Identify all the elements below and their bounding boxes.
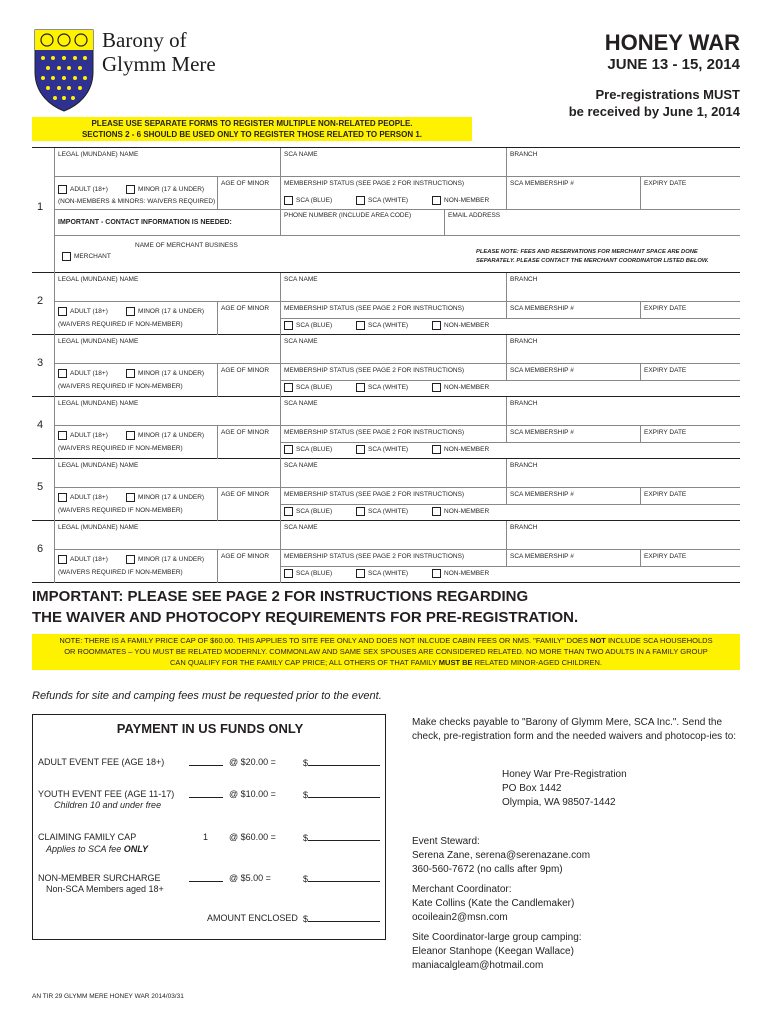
sca-blue-checkbox[interactable] bbox=[284, 196, 293, 205]
expiry-date-label: EXPIRY DATE bbox=[644, 491, 687, 498]
adult-label: ADULT (18+) bbox=[70, 556, 108, 564]
youth-total-field[interactable] bbox=[303, 789, 380, 801]
section-1 bbox=[32, 148, 740, 273]
merchant-label: MERCHANT bbox=[74, 253, 111, 261]
adult-option[interactable] bbox=[58, 369, 108, 378]
section-5 bbox=[32, 459, 740, 521]
minor-label: MINOR (17 & UNDER) bbox=[138, 494, 205, 502]
minor-option[interactable] bbox=[126, 369, 204, 378]
family-cap-price: @ $60.00 = bbox=[229, 832, 276, 842]
family-must-be: MUST BE bbox=[438, 658, 473, 667]
payment-title: PAYMENT IN US FUNDS ONLY bbox=[116, 721, 304, 736]
branch-label: BRANCH bbox=[510, 400, 538, 407]
non-member-option[interactable] bbox=[432, 507, 489, 516]
adult-checkbox[interactable] bbox=[58, 369, 67, 378]
expiry-date-label: EXPIRY DATE bbox=[644, 429, 687, 436]
barony-line-1: Barony of bbox=[102, 28, 187, 52]
phone-label: PHONE NUMBER (INCLUDE AREA CODE) bbox=[284, 212, 412, 219]
merchant-note-line-1: PLEASE NOTE: FEES AND RESERVATIONS FOR MERCHANT SPACE ARE DONE bbox=[476, 249, 698, 255]
branch-label: BRANCH bbox=[510, 338, 538, 345]
barony-shield-logo bbox=[33, 28, 95, 112]
mailing-address bbox=[502, 768, 627, 810]
membership-status-label: MEMBERSHIP STATUS (SEE PAGE 2 FOR INSTRUCTIONS) bbox=[284, 429, 465, 436]
membership-status-label: MEMBERSHIP STATUS (SEE PAGE 2 FOR INSTRUCTIONS) bbox=[284, 367, 465, 374]
family-line-1b: INCLUDE SCA HOUSEHOLDS bbox=[605, 636, 713, 645]
non-member-checkbox[interactable] bbox=[432, 321, 441, 330]
important-line-1: IMPORTANT: PLEASE SEE PAGE 2 FOR INSTRUCTIONS REGARDING bbox=[32, 588, 529, 605]
nonmember-price: @ $5.00 = bbox=[229, 873, 271, 883]
sca-blue-label: SCA (BLUE) bbox=[296, 446, 333, 454]
check-instructions: Make checks payable to "Barony of Glymm Mere, SCA Inc.". Send the check, pre-registration form and the needed waivers and photocop-ies to: bbox=[412, 717, 737, 742]
sca-white-option[interactable] bbox=[356, 569, 408, 578]
address-line-1: Honey War Pre-Registration bbox=[502, 769, 627, 780]
expiry-date-label: EXPIRY DATE bbox=[644, 305, 687, 312]
family-line-3 bbox=[32, 657, 740, 668]
family-line-2: OR ROOMMATES – YOU MUST BE RELATED MODERNLY. COMMONLAW AND SAME SEX SPOUSES ARE CONSIDERED RELATED. NO MORE THAN TWO ADULTS IN A FAMILY GROUP bbox=[64, 647, 708, 656]
minor-label: MINOR (17 & UNDER) bbox=[138, 308, 205, 316]
sca-name-label: SCA NAME bbox=[284, 462, 318, 469]
sca-blue-option[interactable] bbox=[284, 321, 332, 330]
sca-white-label: SCA (WHITE) bbox=[368, 508, 409, 516]
family-cap-only: ONLY bbox=[123, 844, 149, 854]
family-cap-note bbox=[32, 634, 740, 670]
sca-white-option[interactable] bbox=[356, 196, 408, 205]
expiry-date-label: EXPIRY DATE bbox=[644, 553, 687, 560]
non-member-label: NON-MEMBER bbox=[444, 508, 490, 516]
branch-label: BRANCH bbox=[510, 151, 538, 158]
family-cap-total-field[interactable] bbox=[303, 832, 380, 844]
non-member-checkbox[interactable] bbox=[432, 569, 441, 578]
minor-checkbox[interactable] bbox=[126, 555, 135, 564]
family-line-3b: RELATED MINOR-AGED CHILDREN. bbox=[472, 658, 603, 667]
dollar-sign: $ bbox=[303, 914, 309, 924]
sca-membership-label: SCA MEMBERSHIP # bbox=[510, 305, 574, 312]
non-member-option[interactable] bbox=[432, 383, 489, 392]
sca-white-option[interactable] bbox=[356, 383, 408, 392]
adult-label: ADULT (18+) bbox=[70, 432, 108, 440]
section-2 bbox=[32, 273, 740, 335]
sca-white-label: SCA (WHITE) bbox=[368, 384, 409, 392]
sca-blue-checkbox[interactable] bbox=[284, 445, 293, 454]
minor-option[interactable] bbox=[126, 431, 204, 440]
merchant-option[interactable] bbox=[62, 252, 111, 261]
minor-option[interactable] bbox=[126, 493, 204, 502]
nonmember-qty-field[interactable] bbox=[189, 873, 223, 885]
non-member-checkbox[interactable] bbox=[432, 383, 441, 392]
adult-option[interactable] bbox=[58, 493, 108, 502]
age-of-minor-label: AGE OF MINOR bbox=[221, 180, 270, 187]
sca-blue-label: SCA (BLUE) bbox=[296, 570, 333, 578]
sca-blue-checkbox[interactable] bbox=[284, 383, 293, 392]
sca-blue-label: SCA (BLUE) bbox=[296, 384, 333, 392]
notice-line-2: SECTIONS 2 - 6 SHOULD BE USED ONLY TO REGISTER THOSE RELATED TO PERSON 1. bbox=[81, 130, 423, 139]
sca-white-label: SCA (WHITE) bbox=[368, 570, 409, 578]
registration-form bbox=[32, 147, 740, 583]
minor-label: MINOR (17 & UNDER) bbox=[138, 432, 205, 440]
youth-price: @ $10.00 = bbox=[229, 789, 276, 799]
event-date: JUNE 13 - 15, 2014 bbox=[607, 56, 740, 73]
section-number: 1 bbox=[37, 201, 44, 213]
prereg-line-2: be received by June 1, 2014 bbox=[568, 104, 740, 119]
sca-blue-option[interactable] bbox=[284, 507, 332, 516]
sca-blue-checkbox[interactable] bbox=[284, 321, 293, 330]
legal-name-label: LEGAL (MUNDANE) NAME bbox=[58, 276, 139, 283]
adult-label: ADULT (18+) bbox=[70, 494, 108, 502]
non-member-option[interactable] bbox=[432, 196, 489, 205]
sca-name-label: SCA NAME bbox=[284, 151, 318, 158]
steward-phone: 360-560-7672 (no calls after 9pm) bbox=[412, 864, 563, 875]
payment-box bbox=[32, 714, 386, 940]
section-number: 5 bbox=[37, 481, 44, 493]
age-of-minor-label: AGE OF MINOR bbox=[221, 491, 270, 498]
amount-enclosed-field[interactable] bbox=[303, 913, 380, 925]
sca-membership-label: SCA MEMBERSHIP # bbox=[510, 491, 574, 498]
expiry-date-label: EXPIRY DATE bbox=[644, 180, 687, 187]
dollar-sign: $ bbox=[303, 874, 309, 884]
adult-checkbox[interactable] bbox=[58, 307, 67, 316]
sca-white-checkbox[interactable] bbox=[356, 507, 365, 516]
membership-status-label: MEMBERSHIP STATUS (SEE PAGE 2 FOR INSTRUCTIONS) bbox=[284, 180, 465, 187]
nonmember-surcharge-note: Non-SCA Members aged 18+ bbox=[46, 884, 164, 894]
non-member-checkbox[interactable] bbox=[432, 445, 441, 454]
non-member-checkbox[interactable] bbox=[432, 507, 441, 516]
sca-name-label: SCA NAME bbox=[284, 338, 318, 345]
family-not: NOT bbox=[590, 636, 606, 645]
waivers-note: (NON-MEMBERS & MINORS: WAIVERS REQUIRED) bbox=[58, 198, 216, 205]
minor-checkbox[interactable] bbox=[126, 431, 135, 440]
membership-status-label: MEMBERSHIP STATUS (SEE PAGE 2 FOR INSTRUCTIONS) bbox=[284, 553, 465, 560]
section-number: 3 bbox=[37, 357, 44, 369]
family-cap-label: CLAIMING FAMILY CAP bbox=[38, 832, 137, 842]
sca-white-option[interactable] bbox=[356, 507, 408, 516]
sca-blue-checkbox[interactable] bbox=[284, 507, 293, 516]
sca-blue-option[interactable] bbox=[284, 445, 332, 454]
merchant-business-label: NAME OF MERCHANT BUSINESS bbox=[135, 242, 238, 249]
sca-white-checkbox[interactable] bbox=[356, 445, 365, 454]
non-member-option[interactable] bbox=[432, 569, 489, 578]
separate-forms-notice bbox=[32, 117, 472, 141]
nonmember-total-field[interactable] bbox=[303, 873, 380, 885]
minor-option[interactable] bbox=[126, 185, 204, 194]
adult-checkbox[interactable] bbox=[58, 555, 67, 564]
adult-total-field[interactable] bbox=[303, 757, 380, 769]
sca-blue-label: SCA (BLUE) bbox=[296, 322, 333, 330]
site-coordinator-email: maniacalgleam@hotmail.com bbox=[412, 960, 544, 971]
minor-option[interactable] bbox=[126, 555, 204, 564]
sca-blue-option[interactable] bbox=[284, 569, 332, 578]
merchant-coordinator-name: Kate Collins (Kate the Candlemaker) bbox=[412, 898, 575, 909]
youth-fee-label: YOUTH EVENT FEE (AGE 11-17) bbox=[38, 789, 175, 799]
family-cap-note bbox=[46, 844, 148, 855]
age-of-minor-label: AGE OF MINOR bbox=[221, 553, 270, 560]
membership-status-label: MEMBERSHIP STATUS (SEE PAGE 2 FOR INSTRUCTIONS) bbox=[284, 305, 465, 312]
sca-blue-option[interactable] bbox=[284, 383, 332, 392]
barony-line-2: Glymm Mere bbox=[102, 52, 216, 76]
youth-qty-field[interactable] bbox=[189, 789, 223, 801]
age-of-minor-label: AGE OF MINOR bbox=[221, 305, 270, 312]
sca-membership-label: SCA MEMBERSHIP # bbox=[510, 367, 574, 374]
adult-checkbox[interactable] bbox=[58, 185, 67, 194]
sca-white-label: SCA (WHITE) bbox=[368, 197, 409, 205]
adult-option[interactable] bbox=[58, 185, 108, 194]
waivers-note: (WAIVERS REQUIRED IF NON-MEMBER) bbox=[58, 445, 183, 452]
sca-white-checkbox[interactable] bbox=[356, 321, 365, 330]
minor-checkbox[interactable] bbox=[126, 369, 135, 378]
minor-label: MINOR (17 & UNDER) bbox=[138, 186, 205, 194]
family-line-1 bbox=[32, 635, 740, 646]
dollar-sign: $ bbox=[303, 833, 309, 843]
waivers-note: (WAIVERS REQUIRED IF NON-MEMBER) bbox=[58, 383, 183, 390]
youth-fee-note: Children 10 and under free bbox=[54, 800, 162, 810]
age-of-minor-label: AGE OF MINOR bbox=[221, 367, 270, 374]
section-6 bbox=[32, 521, 740, 583]
family-cap-note-text: Applies to SCA fee bbox=[46, 844, 124, 854]
site-coordinator-name: Eleanor Stanhope (Keegan Wallace) bbox=[412, 946, 574, 957]
adult-label: ADULT (18+) bbox=[70, 186, 108, 194]
sca-blue-option[interactable] bbox=[284, 196, 332, 205]
minor-checkbox[interactable] bbox=[126, 307, 135, 316]
waiver-instructions-heading bbox=[32, 586, 740, 628]
merchant-checkbox[interactable] bbox=[62, 252, 71, 261]
waivers-note: (WAIVERS REQUIRED IF NON-MEMBER) bbox=[58, 321, 183, 328]
legal-name-label: LEGAL (MUNDANE) NAME bbox=[58, 524, 139, 531]
event-contacts bbox=[412, 835, 590, 973]
adult-fee-label: ADULT EVENT FEE (AGE 18+) bbox=[38, 757, 165, 767]
membership-status-label: MEMBERSHIP STATUS (SEE PAGE 2 FOR INSTRUCTIONS) bbox=[284, 491, 465, 498]
sca-white-checkbox[interactable] bbox=[356, 196, 365, 205]
steward-name: Serena Zane, serena@serenazane.com bbox=[412, 850, 591, 861]
sca-blue-label: SCA (BLUE) bbox=[296, 508, 333, 516]
branch-label: BRANCH bbox=[510, 462, 538, 469]
non-member-checkbox[interactable] bbox=[432, 196, 441, 205]
non-member-label: NON-MEMBER bbox=[444, 197, 490, 205]
address-line-3: Olympia, WA 98507-1442 bbox=[502, 797, 616, 808]
sca-white-checkbox[interactable] bbox=[356, 383, 365, 392]
non-member-label: NON-MEMBER bbox=[444, 384, 490, 392]
section-number: 2 bbox=[37, 295, 44, 307]
adult-checkbox[interactable] bbox=[58, 431, 67, 440]
minor-checkbox[interactable] bbox=[126, 493, 135, 502]
sca-blue-checkbox[interactable] bbox=[284, 569, 293, 578]
branch-label: BRANCH bbox=[510, 276, 538, 283]
minor-label: MINOR (17 & UNDER) bbox=[138, 556, 205, 564]
adult-option[interactable] bbox=[58, 431, 108, 440]
sca-white-option[interactable] bbox=[356, 321, 408, 330]
sca-blue-label: SCA (BLUE) bbox=[296, 197, 333, 205]
sca-white-checkbox[interactable] bbox=[356, 569, 365, 578]
sca-name-label: SCA NAME bbox=[284, 400, 318, 407]
sca-membership-label: SCA MEMBERSHIP # bbox=[510, 553, 574, 560]
sca-membership-label: SCA MEMBERSHIP # bbox=[510, 180, 574, 187]
waivers-note: (WAIVERS REQUIRED IF NON-MEMBER) bbox=[58, 507, 183, 514]
non-member-label: NON-MEMBER bbox=[444, 322, 490, 330]
section-3 bbox=[32, 335, 740, 397]
legal-name-label: LEGAL (MUNDANE) NAME bbox=[58, 151, 139, 158]
address-line-2: PO Box 1442 bbox=[502, 783, 562, 794]
notice-line-1: PLEASE USE SEPARATE FORMS TO REGISTER MULTIPLE NON-RELATED PEOPLE. bbox=[91, 119, 413, 128]
section-4 bbox=[32, 397, 740, 459]
branch-label: BRANCH bbox=[510, 524, 538, 531]
waivers-note: (WAIVERS REQUIRED IF NON-MEMBER) bbox=[58, 569, 183, 576]
adult-option[interactable] bbox=[58, 555, 108, 564]
contact-needed-label: IMPORTANT - CONTACT INFORMATION IS NEEDED: bbox=[58, 219, 232, 226]
family-line-1a: NOTE: THERE IS A FAMILY PRICE CAP OF $60.00. THIS APPLIES TO SITE FEE ONLY AND DOES NOT INLCUDE CABIN FEES OR NMS. "FAMILY" DOES bbox=[59, 636, 591, 645]
non-member-label: NON-MEMBER bbox=[444, 570, 490, 578]
non-member-label: NON-MEMBER bbox=[444, 446, 490, 454]
adult-checkbox[interactable] bbox=[58, 493, 67, 502]
preregistration-deadline bbox=[569, 86, 740, 120]
legal-name-label: LEGAL (MUNDANE) NAME bbox=[58, 338, 139, 345]
barony-name bbox=[102, 28, 216, 76]
nonmember-surcharge-label: NON-MEMBER SURCHARGE bbox=[38, 873, 161, 883]
adult-price: @ $20.00 = bbox=[229, 757, 276, 767]
expiry-date-label: EXPIRY DATE bbox=[644, 367, 687, 374]
dollar-sign: $ bbox=[303, 790, 309, 800]
adult-qty-field[interactable] bbox=[189, 757, 223, 769]
non-member-option[interactable] bbox=[432, 445, 489, 454]
important-line-2: THE WAIVER AND PHOTOCOPY REQUIREMENTS FOR PRE-REGISTRATION. bbox=[32, 609, 579, 626]
sca-membership-label: SCA MEMBERSHIP # bbox=[510, 429, 574, 436]
sca-white-option[interactable] bbox=[356, 445, 408, 454]
steward-label: Event Steward: bbox=[412, 836, 480, 847]
prereg-line-1: Pre-registrations MUST bbox=[595, 87, 740, 102]
sca-name-label: SCA NAME bbox=[284, 276, 318, 283]
family-cap-qty: 1 bbox=[203, 832, 209, 842]
adult-option[interactable] bbox=[58, 307, 108, 316]
legal-name-label: LEGAL (MUNDANE) NAME bbox=[58, 400, 139, 407]
sca-name-label: SCA NAME bbox=[284, 524, 318, 531]
dollar-sign: $ bbox=[303, 758, 309, 768]
section-number: 4 bbox=[37, 419, 44, 431]
legal-name-label: LEGAL (MUNDANE) NAME bbox=[58, 462, 139, 469]
adult-label: ADULT (18+) bbox=[70, 308, 108, 316]
merchant-coordinator-email: ocoileain2@msn.com bbox=[412, 912, 508, 923]
sca-white-label: SCA (WHITE) bbox=[368, 322, 409, 330]
non-member-option[interactable] bbox=[432, 321, 489, 330]
refunds-note: Refunds for site and camping fees must be requested prior to the event. bbox=[32, 690, 382, 702]
sca-white-label: SCA (WHITE) bbox=[368, 446, 409, 454]
adult-label: ADULT (18+) bbox=[70, 370, 108, 378]
merchant-coordinator-label: Merchant Coordinator: bbox=[412, 884, 512, 895]
site-coordinator-label: Site Coordinator-large group camping: bbox=[412, 932, 582, 943]
section-number: 6 bbox=[37, 543, 44, 555]
event-title: HONEY WAR bbox=[604, 30, 740, 55]
age-of-minor-label: AGE OF MINOR bbox=[221, 429, 270, 436]
merchant-note-line-2: SEPARATELY. PLEASE CONTACT THE MERCHANT COORDINATOR LISTED BELOW. bbox=[476, 258, 709, 264]
minor-label: MINOR (17 & UNDER) bbox=[138, 370, 205, 378]
amount-enclosed-label: AMOUNT ENCLOSED bbox=[207, 913, 298, 923]
merchant-note bbox=[476, 248, 709, 266]
minor-checkbox[interactable] bbox=[126, 185, 135, 194]
email-label: EMAIL ADDRESS bbox=[448, 212, 501, 219]
family-line-3a: CAN QUALIFY FOR THE FAMILY CAP PRICE; ALL OTHERS OF THAT FAMILY bbox=[169, 658, 439, 667]
footer-form-id: AN TIR 29 GLYMM MERE HONEY WAR 2014/03/31 bbox=[32, 993, 184, 1000]
minor-option[interactable] bbox=[126, 307, 204, 316]
